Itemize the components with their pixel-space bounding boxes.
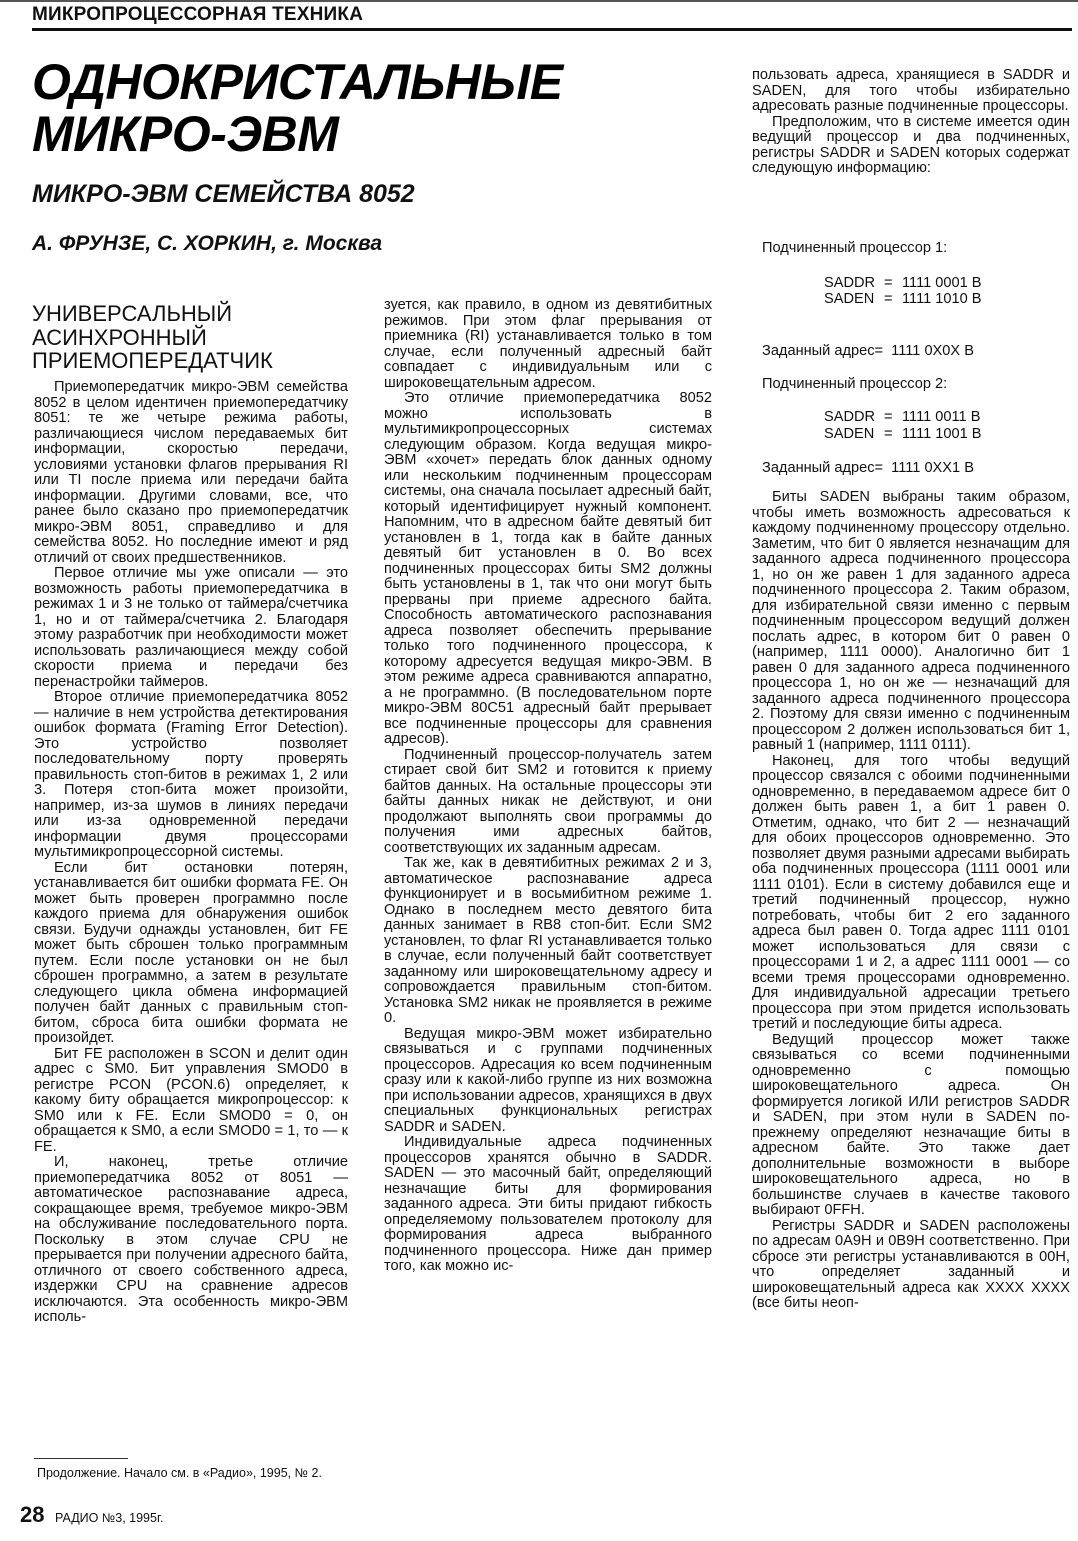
paragraph: Биты SADEN выбраны таким образом, чтобы иметь возможность адресоваться к каждому подчиненному процессору отдельно. Заметим, что бит 0 является незначащим для заданного адреса подчиненного процессора 1, но он же равен 1 для заданного адреса подчиненного процессора 2. Таким образом, для избирательной связи именно с первым подчиненным процессором ведущий должен послать адрес, в котором бит 0 равен 0 (например, 1111 0000). Аналогично бит 1 равен 0 для заданного адреса подчиненного процессора 1, но он же — незначащий для заданного адреса подчиненного процессора 2. Поэтому для связи именно с подчиненным процессором 2 должен использоваться бит 1, равный 1 (например, 1111 0111). xyxy=(752,489,1070,753)
rubric-rule xyxy=(32,28,1072,31)
register-value: 1111 0001 B xyxy=(902,275,982,291)
paragraph: Подчиненный процессор-получатель затем стирает свой бит SM2 и готовится к приему байтов данных. На остальные процессоры эти байты данных никак не действуют, и они продолжают выполнять свои программы до получения ими адресных байтов, соответствующих их заданным адресам. xyxy=(384,746,712,856)
given-address-label: Заданный адрес= xyxy=(762,460,884,476)
paragraph: Индивидуальные адреса подчиненных процессоров хранятся обычно в SADDR. SADEN — это масочный байт, определяющий незначащие биты для формирования заданного адреса. Эти биты придают гибкость определяемому пользователем протоколу для формирования адреса выбранного подчиненного процессора. Ниже дан пример того, как можно ис- xyxy=(384,1134,712,1274)
paragraph: И, наконец, третье отличие приемопередатчика 8052 от 8051 — автоматическое распознавание адреса, сокращающее время, требуемое микро-ЭВМ на обслуживание последовательного порта. Поскольку в этом случае CPU не прерывается при получении адресного байта, отличного от своего собственного адреса, издержки CPU на сравнение адресов исключаются. Эта особенность микро-ЭВМ исполь- xyxy=(34,1154,348,1325)
paragraph: Первое отличие мы уже описали — это возможность работы приемопередатчика в режимах 1 и 3 не только от таймера/счетчика 1, но и от таймера/счетчика 2. Благодаря этому разработчик при необходимости может использовать различающиеся между собой скорости приема и передачи без перенастройки таймеров. xyxy=(34,565,348,690)
equals-sign: = xyxy=(884,409,893,425)
equals-sign: = xyxy=(884,291,893,307)
slave2-given-address xyxy=(762,460,974,476)
slave1-saddr-row xyxy=(824,275,982,291)
section-rubric: МИКРОПРОЦЕССОРНАЯ ТЕХНИКА xyxy=(32,4,364,25)
text-column-3 xyxy=(752,490,1070,1312)
magazine-issue: РАДИО №3, 1995г. xyxy=(54,1511,164,1525)
paragraph: Предположим, что в системе имеется один ведущий процессор и два подчиненных, регистры SADDR и SADEN которых содержат следующую информацию: xyxy=(752,113,1070,176)
slave2-saddr-row xyxy=(824,409,980,425)
given-address-label: Заданный адрес= xyxy=(762,343,884,359)
paragraph: Регистры SADDR и SADEN расположены по адресам 0A9H и 0B9H соответственно. При сбросе эти регистры устанавливаются в 00H, что определяет заданный и широковещательный адреса как XXXX XXXX (все биты неоп- xyxy=(752,1217,1070,1311)
register-name: SADEN xyxy=(824,426,875,442)
footnote-rule xyxy=(34,1458,128,1459)
paragraph: пользовать адреса, хранящиеся в SADDR и SADEN, для того чтобы избирательно адресовать разные подчиненные процессоры. xyxy=(752,67,1070,114)
article-subtitle: МИКРО-ЭВМ СЕМЕЙСТВА 8052 xyxy=(32,180,415,208)
section-heading-line-3: ПРИЕМОПЕРЕДАТЧИК xyxy=(32,348,273,373)
paragraph: Так же, как в девятибитных режимах 2 и 3, автоматическое распознавание адреса функционирует и в восьмибитном режиме 1. Однако в последнем место девятого бита данных занимает в RB8 стоп-бит. Если SM2 установлен, то флаг RI устанавливается только в случае, если полученный байт соответствует заданному или широковещательному адресу и сопровождается правильным стоп-битом. Установка SM2 никак не проявляется в режиме 0. xyxy=(384,855,712,1026)
slave2-label: Подчиненный процессор 2: xyxy=(762,376,948,392)
section-heading-line-2: АСИНХРОННЫЙ xyxy=(32,324,207,350)
slave1-given-address xyxy=(762,343,974,359)
paragraph: Бит FE расположен в SCON и делит один адрес с SM0. Бит управления SMOD0 в регистре PCON (PCON.6) определяет, к какому биту обращается микропроцессор: к SM0 или к FE. Если SMOD0 = 0, он обращается к SM0, а если SMOD0 = 1, то — к FE. xyxy=(34,1045,348,1155)
register-value: 1111 0011 B xyxy=(902,409,981,425)
slave1-label: Подчиненный процессор 1: xyxy=(762,240,948,256)
article-authors: А. ФРУНЗЕ, С. ХОРКИН, г. Москва xyxy=(32,232,383,255)
text-column-2 xyxy=(384,298,712,1275)
slave1-saden-row xyxy=(824,291,982,307)
page-footer xyxy=(20,1502,163,1528)
top-edge-rule xyxy=(0,0,1078,2)
page-number: 28 xyxy=(20,1502,45,1527)
paragraph: Приемопередатчик микро-ЭВМ семейства 8052 в целом идентичен приемопередатчику 8051: те же четыре режима работы, различающиеся числом передаваемых бит информации, скоростью передачи, условиями установки флагов прерывания RI или TI после приема или передачи байта информации. Другими словами, все, что ранее было сказано про приемопередатчик микро-ЭВМ 8051, справедливо и для семейства 8052. Но последние имеют и ряд отличий от своих предшественников. xyxy=(34,379,348,566)
paragraph: Это отличие приемопередатчика 8052 можно использовать в мультимикропроцессорных системах следующим образом. Когда ведущая микро-ЭВМ «хочет» передать блок данных одному или нескольким подчиненным процессорам системы, она сначала посылает адресный байт, который идентифицирует нужный компонент. Напомним, что в адресном байте девятый бит установлен в 1, тогда как в байте данных девятый бит установлен в 0. Во всех подчиненных процессорах биты SM2 должны быть установлены в 1, так что они могут быть прерваны при приеме адресного байта. Способность автоматического распознавания адреса позволяет обеспечить прерывание только того подчиненного процессора, к которому адресуется ведущая микро-ЭВМ. В этом режиме адреса сравниваются аппаратно, а не программно. (В последовательном порте микро-ЭВМ 80C51 адресный байт прерывает все подчиненные процессоры для сравнения адресов). xyxy=(384,390,712,747)
register-name: SADDR xyxy=(824,409,876,425)
paragraph: зуется, как правило, в одном из девятибитных режимов. При этом флаг прерывания от приемника (RI) устанавливается только в том случае, если полученный адресный байт совпадает с индивидуальным или с широковещательным адресом. xyxy=(384,297,712,391)
title-line-1: ОДНОКРИСТАЛЬНЫЕ xyxy=(32,54,563,110)
footnote: Продолжение. Начало см. в «Радио», 1995, № 2. xyxy=(37,1466,322,1480)
register-value: 1111 1001 B xyxy=(902,426,982,442)
text-column-1 xyxy=(34,380,348,1326)
given-address-value: 1111 0X0X B xyxy=(891,343,974,359)
section-heading xyxy=(32,302,273,373)
article-title xyxy=(32,56,563,160)
register-name: SADEN xyxy=(824,291,875,307)
register-value: 1111 1010 B xyxy=(902,291,982,307)
paragraph: Если бит остановки потерян, устанавливается бит ошибки формата FE. Он может быть проверен программно после каждого приема для обнаружения ошибок связи. Будучи однажды установлен, бит FE может быть сброшен только программным путем. Если после установки он не был сброшен программно, а затем в результате следующего цикла обмена информацией получен байт данных с правильным стоп-битом, сброса бита ошибки формата не произойдет. xyxy=(34,859,348,1046)
paragraph: Второе отличие приемопередатчика 8052 — наличие в нем устройства детектирования ошибок формата (Framing Error Detection). Это устройство позволяет последовательному порту проверять правильность стоп-битов в режимах 1, 2 или 3. Потеря стоп-бита может произойти, например, из-за шумов в линиях передачи или из-за одновременной передачи информации двумя процессорами мультимикропроцессорной системы. xyxy=(34,689,348,860)
text-column-3-intro xyxy=(752,68,1070,177)
equals-sign: = xyxy=(884,275,893,291)
paragraph: Ведущий процессор может также связываться со всеми подчиненными одновременно с помощью широковещательного адреса. Он формируется логикой ИЛИ регистров SADDR и SADEN, при этом нули в SADEN по-прежнему определяют незначащие биты в адресном байте. Это также дает дополнительные возможности в выборе широковещательного адреса, но в большинстве случаев в качестве такового выбирают 0FFH. xyxy=(752,1031,1070,1218)
given-address-value: 1111 0XX1 B xyxy=(891,460,974,476)
paragraph: Ведущая микро-ЭВМ может избирательно связываться и с группами подчиненных процессоров. Адресация ко всем подчиненным сразу или к какой-либо группе из них возможна при использовании адресов, хранящихся в двух специальных функциональных регистрах SADDR и SADEN. xyxy=(384,1025,712,1135)
title-line-2: МИКРО-ЭВМ xyxy=(32,106,339,162)
section-heading-line-1: УНИВЕРСАЛЬНЫЙ xyxy=(32,301,233,326)
slave2-saden-row xyxy=(824,426,982,442)
equals-sign: = xyxy=(884,426,893,442)
paragraph: Наконец, для того чтобы ведущий процессор связался с обоими подчиненными одновременно, в передаваемом адресе бит 0 должен быть равен 1, а бит 1 равен 0. Отметим, однако, что бит 2 — незначащий для обоих процессоров одновременно. Это позволяет двумя разными адресами выбирать оба подчиненных процессора (1111 0001 или 1111 0101). Если в систему добавился еще и третий подчиненный процессор, нужно потребовать, чтобы бит 2 его заданного адреса был равен 0. Тогда адрес 1111 0101 может использоваться для связи с процессорами 1 и 2, а адрес 1111 0001 — со всеми тремя процессорами одновременно. Для индивидуальной адресации третьего процессора при этом придется использовать третий и последующие биты адреса. xyxy=(752,752,1070,1032)
register-name: SADDR xyxy=(824,275,876,291)
